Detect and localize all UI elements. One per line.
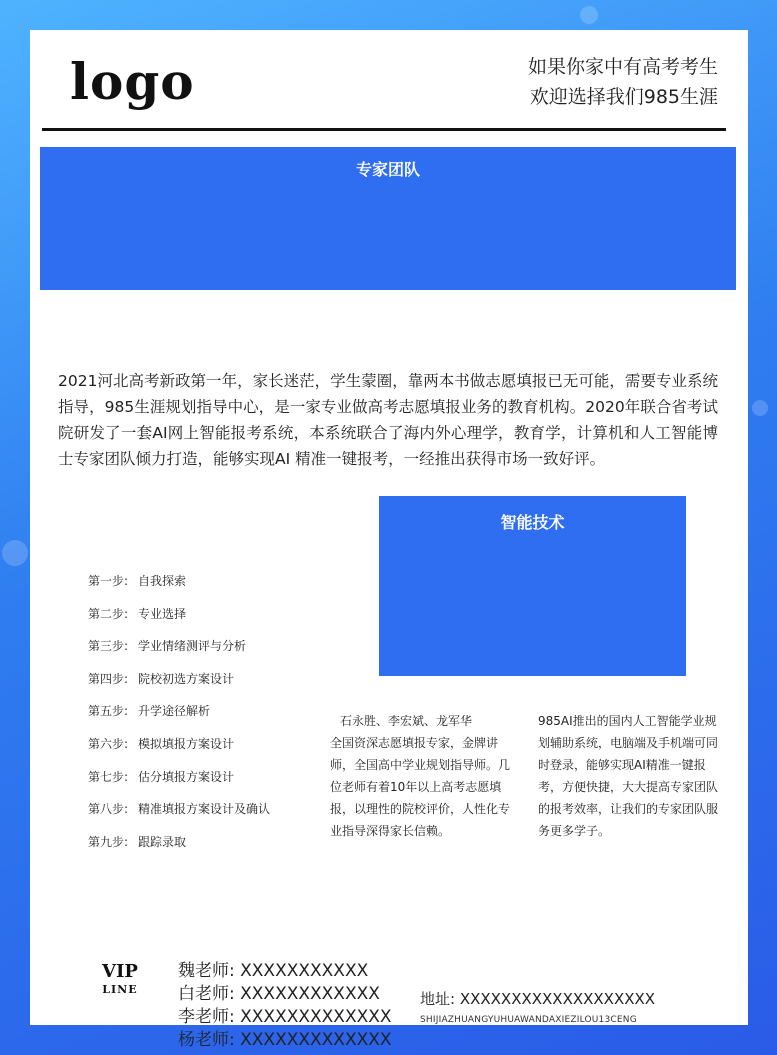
step-label: 第五步: — [88, 704, 129, 719]
step-label: 第四步: — [88, 671, 129, 686]
step-label: 第二步: — [88, 606, 129, 621]
step-item — [88, 572, 270, 605]
vip-line-text: LINE — [102, 983, 138, 996]
background-bubble — [752, 400, 768, 416]
expert-team-banner — [40, 147, 736, 290]
step-text: 自我探索 — [138, 574, 187, 588]
expert-description: 全国资深志愿填报专家，金牌讲师，全国高中学业规划指导师。几位老师有着10年以上高考志愿填报，以理性的院校评价，人性化专业指导深得家长信赖。 — [330, 736, 511, 838]
experts-block — [330, 710, 510, 842]
vip-line-badge — [102, 962, 138, 998]
step-item — [88, 605, 270, 638]
contact-item: 魏老师: XXXXXXXXXXX — [178, 961, 369, 981]
step-text: 院校初选方案设计 — [138, 671, 235, 686]
background-bubble — [2, 540, 28, 566]
contacts-list — [178, 960, 392, 1052]
step-label: 第九步: — [88, 834, 129, 849]
step-text: 估分填报方案设计 — [138, 769, 235, 784]
step-text: 升学途径解析 — [138, 704, 211, 719]
step-label: 第一步: — [88, 574, 129, 588]
step-label: 第八步: — [88, 802, 129, 817]
vip-text: VIP — [102, 961, 138, 982]
intro-paragraph: 2021河北高考新政第一年，家长迷茫，学生蒙圈，靠两本书做志愿填报已无可能，需要专业系统指导，985生涯规划指导中心，是一家专业做高考志愿填报业务的教育机构。2020年联合省考试院研发了一套AI网上智能报考系统，本系统联合了海内外心理学，教育学，计算机和人工智能博士专家团队倾力打造，能够实现AI 精准一键报考，一经推出获得市场一致好评。 — [58, 372, 718, 468]
step-item — [88, 670, 270, 703]
expert-names: 石永胜、李宏斌、龙军华 — [340, 714, 473, 728]
step-label: 第六步: — [88, 736, 129, 751]
step-label: 第三步: — [88, 639, 129, 654]
step-text: 跟踪录取 — [138, 834, 187, 849]
step-item — [88, 833, 270, 866]
header-divider — [42, 128, 726, 131]
step-item — [88, 637, 270, 670]
slogan-line-1: 如果你家中有高考考生 — [527, 56, 718, 78]
smart-tech-title: 智能技术 — [500, 513, 565, 532]
background-bubble — [580, 6, 598, 24]
step-item — [88, 768, 270, 801]
step-item — [88, 800, 270, 833]
logo: logo — [70, 52, 195, 111]
step-label: 第七步: — [88, 769, 129, 784]
step-text: 学业情绪测评与分析 — [138, 639, 247, 654]
step-item — [88, 735, 270, 768]
flyer-page — [30, 30, 748, 1050]
expert-team-title: 专家团队 — [355, 160, 420, 179]
address-english: SHIJIAZHUANGYUHUAWANDAXIEZILOU13CENG — [420, 1015, 637, 1025]
step-text: 模拟填报方案设计 — [138, 736, 235, 751]
steps-list — [88, 572, 270, 865]
smart-tech-banner — [379, 496, 686, 676]
contact-item: 李老师: XXXXXXXXXXXXX — [178, 1007, 392, 1027]
contact-item: 杨老师: XXXXXXXXXXXXX — [178, 1030, 392, 1050]
step-text: 精准填报方案设计及确认 — [138, 802, 271, 817]
step-text: 专业选择 — [138, 606, 187, 621]
ai-system-description: 985AI推出的国内人工智能学业规划辅助系统，电脑端及手机端可同时登录，能够实现AI精准一键报考，方便快捷，大大提高专家团队的报考效率，让我们的专家团队服务更多学子。 — [538, 714, 719, 838]
contact-item: 白老师: XXXXXXXXXXXX — [178, 984, 380, 1004]
slogan-line-2: 欢迎选择我们985生涯 — [529, 86, 718, 108]
slogan — [528, 52, 718, 112]
step-item — [88, 702, 270, 735]
address: 地址: XXXXXXXXXXXXXXXXXXX — [420, 990, 656, 1008]
